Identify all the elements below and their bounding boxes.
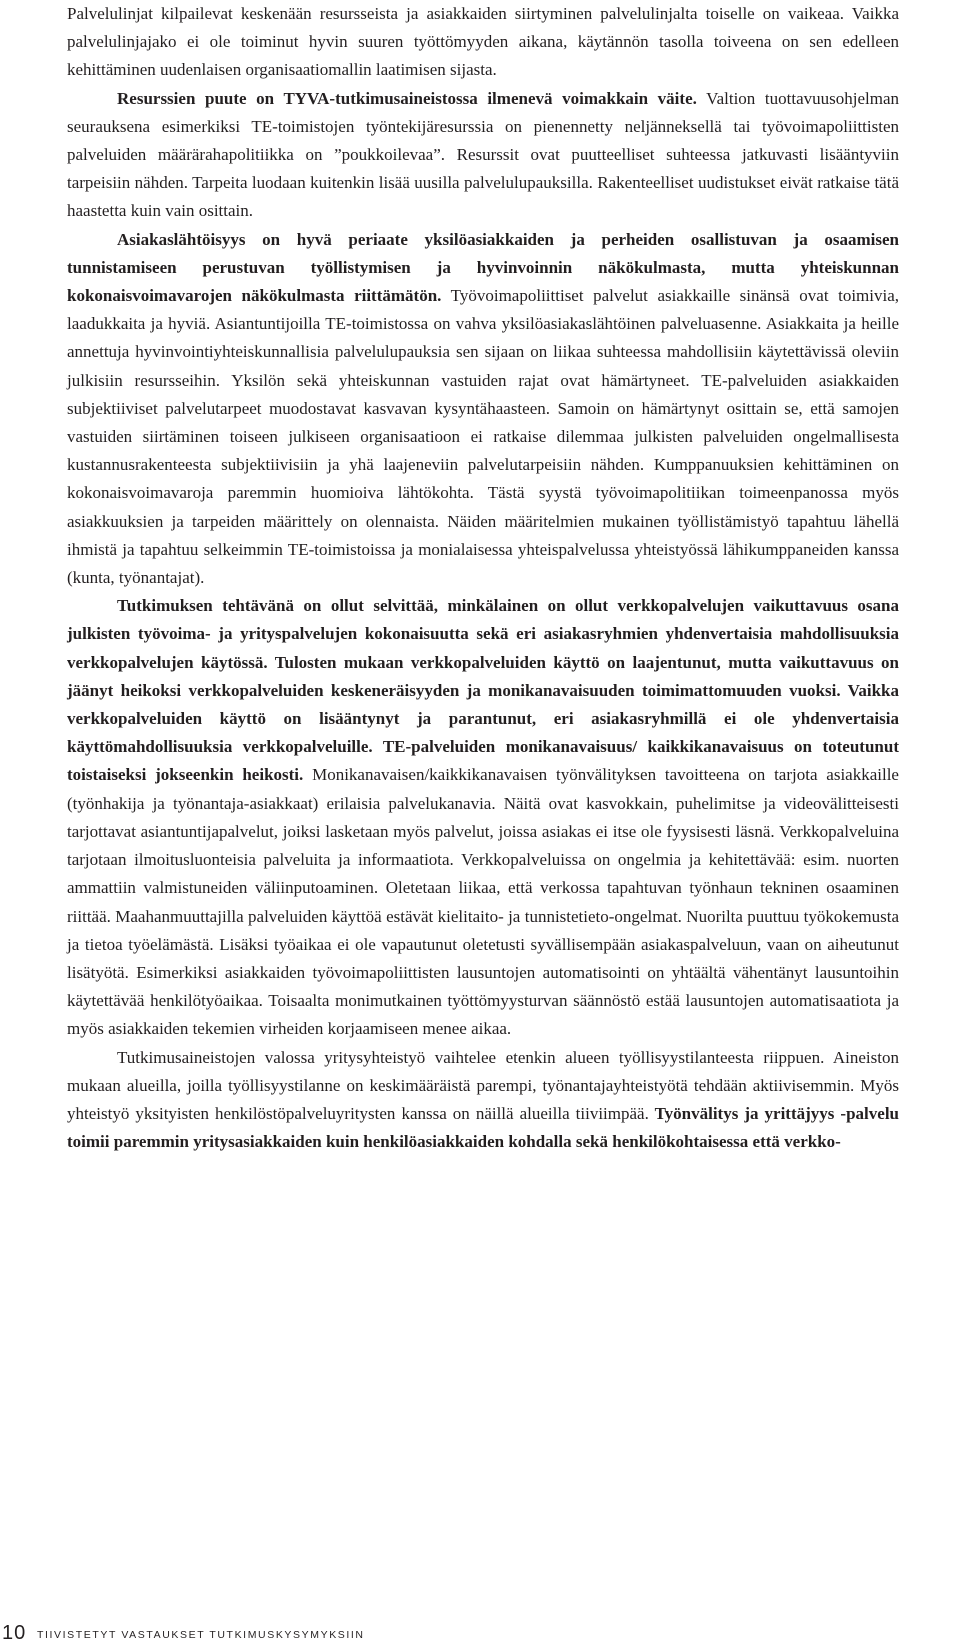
bold-text-run: Resurssien puute on TYVA-tutkimusaineistossa ilmenevä voimakkain väite. bbox=[117, 88, 697, 108]
bold-text-run: Tutkimuksen tehtävänä on ollut selvittää, minkälainen on ollut verkkopalvelujen vaikuttavuus osana julkisten työvoima- ja yrityspalvelujen kokonaisuutta sekä eri asiakasryhmien yhdenvertaisia mahdollisuuksia verkkopalvelujen käytössä. Tulosten mukaan verkkopalveluiden käyttö on laajentunut, mutta vaikuttavuus on jäänyt heikoksi verkkopalveluiden keskeneräisyyden ja monikanavaisuuden toimimattomuuden vuoksi. Vaikka verkkopalveluiden käyttö on lisääntynyt ja parantunut, eri asiakasryhmillä ei ole yhdenvertaisia käyttömahdollisuuksia verkkopalveluille. TE-palveluiden monikanavaisuus/ kaikkikanavaisuus on toteutunut toistaiseksi jokseenkin heikosti. bbox=[67, 596, 899, 785]
text-run: Tutkimusaineistojen valossa yritysyhteistyö vaihtelee etenkin alueen työllisyystilanteesta riippuen. Aineiston mukaan alueilla, joilla työllisyystilanne on keskimääräistä parempi, työnantajayhteistyötä tehdään aktiivisemmin. Myös yhteistyö yksityisten henkilöstöpalveluyritysten kanssa on näillä alueilla tiiviimpää. bbox=[67, 1047, 899, 1123]
running-title: TIIVISTETYT VASTAUKSET TUTKIMUSKYSYMYKSIIN bbox=[37, 1629, 365, 1641]
paragraph bbox=[67, 592, 899, 1043]
text-run: Valtion tuottavuusohjelman seurauksena esimerkiksi TE-toimistojen työntekijäresurssia on pienennetty neljänneksellä tai työvoimapoliittisten palveluiden määrärahapolitiikka on ”poukkoilevaa”. Resurssit ovat puutteelliset suhteessa jatkuvasti lisääntyviin tarpeisiin nähden. Tarpeita luodaan kuitenkin lisää uusilla palvelulupauksilla. Rakenteelliset uudistukset eivät ratkaise tätä haastetta kuin vain osittain. bbox=[67, 88, 899, 221]
paragraph bbox=[67, 226, 899, 593]
bold-text-run: Asiakaslähtöisyys on hyvä periaate yksilöasiakkaiden ja perheiden osallistuvan ja osaamisen tunnistamiseen perustuvan työllistymisen ja hyvinvoinnin näkökulmasta, mutta yhteiskunnan kokonaisvoimavarojen näkökulmasta riittämätön. bbox=[67, 229, 899, 306]
paragraph bbox=[67, 85, 899, 226]
paragraph bbox=[67, 0, 899, 85]
text-run: Työvoimapoliittiset palvelut asiakkaille sinänsä ovat toimivia, laadukkaita ja hyviä. Asiantuntijoilla TE-toimistossa on vahva yksilöasiakaslähtöinen palveluasenne. Asiakkaita ja heille annettuja hyvinvointiyhteiskunnallisia palvelulupauksia sen sijaan on liikaa suhteessa mahdollisiin käytettävissä oleviin julkisiin resursseihin. Yksilön sekä yhteiskunnan vastuiden rajat ovat hämärtyneet. TE-palveluiden asiakkaiden subjektiiviset palvelutarpeet muodostavat kasvavan kysyntähaasteen. Samoin on hämärtynyt osittain se, että samojen vastuiden siirtäminen toiseen julkiseen organisaatioon ei ratkaise dilemmaa julkisten palveluiden ongelmallisesta kustannusrakenteesta subjektiivisiin ja yhä laajeneviin palvelutarpeisiin nähden. Kumppanuuksien kehittäminen on kokonaisvoimavaroja paremmin huomioiva lähtökohta. Tästä syystä työvoimapolitiikan toimeenpanossa myös asiakkuuksien ja tarpeiden määrittely on olennaista. Näiden määritelmien mukainen työllistämistyö tapahtuu lähellä ihmistä ja tapahtuu selkeimmin TE-toimistoissa ja monialaisessa yhteispalvelussa yhteistyössä lähikumppaneiden kanssa (kunta, työnantajat). bbox=[67, 286, 900, 588]
text-run: Palvelulinjat kilpailevat keskenään resursseista ja asiakkaiden siirtyminen palvelulinjalta toiselle on vaikeaa. Vaikka palvelulinjajako ei ole toiminut hyvin suuren työttömyyden aikana, käytännön tasolla toiveena on sen edelleen kehittäminen uudenlaisen organisaatiomallin laatimisen sijasta. bbox=[67, 4, 899, 80]
page-footer bbox=[0, 1618, 960, 1648]
bold-text-run: Työnvälitys ja yrittäjyys -palvelu toimii paremmin yritysasiakkaiden kuin henkilöasiakkaiden kohdalla sekä henkilökohtaisessa että verkko- bbox=[67, 1103, 899, 1152]
text-run: Monikanavaisen/kaikkikanavaisen työnvälityksen tavoitteena on tarjota asiakkaille (työnhakija ja työnantaja-asiakkaat) erilaisia palvelukanavia. Näitä ovat kasvokkain, puhelimitse ja videovälitteisesti tarjottavat asiantuntijapalvelut, joiksi lasketaan myös palvelut, joissa asiakas ei itse ole fyysisesti läsnä. Verkkopalveluina tarjotaan ilmoitusluonteisia palveluita ja informaatiota. Verkkopalveluissa on ongelmia ja kehitettävää: esim. nuorten ammattiin valmistuneiden väliinputoaminen. Oletetaan liikaa, että verkossa tapahtuvan työnhaun tekninen osaaminen riittää. Maahanmuuttajilla palveluiden käyttöä estävät kielitaito- ja tunnistetieto-ongelmat. Nuorilta puuttuu työkokemusta ja tietoa työelämästä. Lisäksi työaikaa ei ole vapautunut oletetusti syvällisempään asiakaspalveluun, vaan on aiheutunut lisätyötä. Esimerkiksi asiakkaiden työvoimapoliittisten lausuntojen automatisointi on yhtäältä vähentänyt lausuntoihin käytettävää henkilötyöaikaa. Toisaalta monimutkainen työttömyysturvan säännöstö estää lausuntojen automatisaatiota ja myös asiakkaiden tekemien virheiden korjaamiseen menee aikaa. bbox=[67, 765, 899, 1039]
body-text bbox=[67, 0, 899, 1156]
page-number: 10 bbox=[2, 1622, 27, 1644]
paragraph bbox=[67, 1044, 899, 1157]
